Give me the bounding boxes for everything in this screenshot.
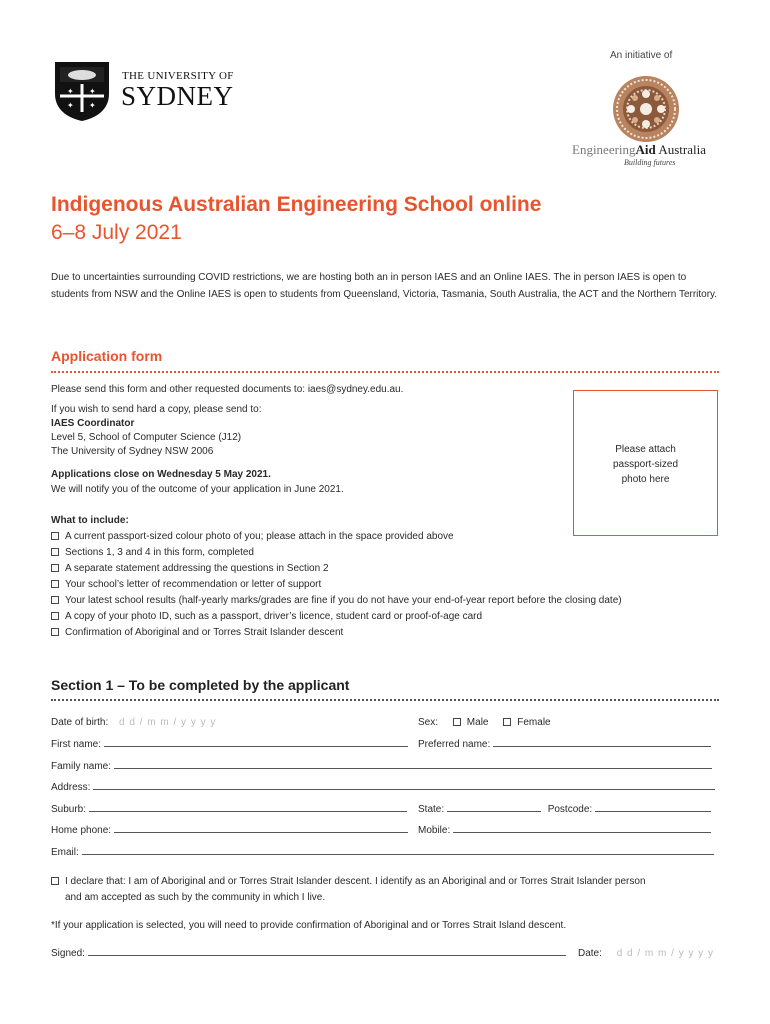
university-name-line1: THE UNIVERSITY OF <box>122 70 234 82</box>
suburb-field[interactable] <box>89 803 407 812</box>
partner-name-part3: Australia <box>655 142 706 157</box>
address-line-2: The University of Sydney NSW 2006 <box>51 446 214 457</box>
first-name-label: First name: <box>51 739 102 750</box>
dot-painting-emblem-icon <box>611 74 681 144</box>
home-phone-row <box>51 823 408 839</box>
suburb-row <box>51 802 407 818</box>
sign-date-label: Date: <box>578 948 602 959</box>
list-item[interactable]: Your school’s letter of recommendation or letter of support <box>51 577 622 593</box>
photo-box-line-1: Please attach <box>615 444 676 455</box>
email-label: Email: <box>51 847 79 858</box>
intro-paragraph: Due to uncertainties surrounding COVID restrictions, we are hosting both an in person IAES and an Online IAES. The in person IAES is open to students from NSW and the Online IAES is open to students from Queensland, Victoria, Tasmania, South Australia, the ACT and the Northern Territory. <box>51 272 718 300</box>
closing-date: Applications close on Wednesday 5 May 2021. <box>51 469 271 480</box>
confirmation-note: *If your application is selected, you will need to provide confirmation of Aboriginal and or Torres Strait Island descent. <box>51 920 567 931</box>
checkbox[interactable] <box>51 548 59 556</box>
home-phone-field[interactable] <box>114 824 408 833</box>
page-subtitle-dates: 6–8 July 2021 <box>51 221 182 244</box>
state-field[interactable] <box>447 803 541 812</box>
postcode-field[interactable] <box>595 803 711 812</box>
partner-tagline: Building futures <box>624 158 676 167</box>
declaration-line-2: and am accepted as such by the community in which I live. <box>65 892 326 903</box>
section1-divider <box>51 699 719 701</box>
state-row <box>418 802 711 818</box>
mobile-row <box>418 823 711 839</box>
email-row <box>51 845 714 861</box>
family-name-row <box>51 759 712 775</box>
list-item[interactable]: Your latest school results (half-yearly marks/grades are fine if you do not have your end-of-year report before the closing date) <box>51 593 622 609</box>
coordinator-label: IAES Coordinator <box>51 418 135 429</box>
list-item[interactable]: Confirmation of Aboriginal and or Torres Strait Islander descent <box>51 625 622 641</box>
address-row <box>51 780 715 796</box>
engineering-aid-logo <box>572 72 732 172</box>
include-checklist <box>51 529 622 641</box>
svg-text:✦: ✦ <box>89 101 96 110</box>
checkbox[interactable] <box>51 564 59 572</box>
mobile-field[interactable] <box>453 824 711 833</box>
checkbox[interactable] <box>51 532 59 540</box>
preferred-name-field[interactable] <box>493 738 711 747</box>
male-checkbox[interactable] <box>453 718 461 726</box>
state-label: State: <box>418 804 445 815</box>
signed-row <box>51 946 566 962</box>
declaration-checkbox[interactable] <box>51 877 59 885</box>
sex-row <box>418 715 551 731</box>
suburb-label: Suburb: <box>51 804 87 815</box>
checkbox[interactable] <box>51 580 59 588</box>
declaration <box>51 874 731 906</box>
signed-label: Signed: <box>51 948 85 959</box>
list-item[interactable]: A current passport-sized colour photo of you; please attach in the space provided above <box>51 529 622 545</box>
preferred-name-label: Preferred name: <box>418 739 491 750</box>
photo-box-line-2: passport-sized <box>612 459 679 470</box>
sex-label: Sex: <box>418 717 439 728</box>
male-label: Male <box>466 717 489 728</box>
checkbox[interactable] <box>51 612 59 620</box>
first-name-row <box>51 737 408 753</box>
sign-date-row <box>578 946 714 962</box>
svg-text:✦: ✦ <box>67 101 74 110</box>
family-name-field[interactable] <box>114 760 712 769</box>
email-field[interactable] <box>82 846 714 855</box>
family-name-label: Family name: <box>51 761 112 772</box>
university-crest-icon <box>52 60 112 122</box>
postcode-label: Postcode: <box>547 804 593 815</box>
signature-field[interactable] <box>88 947 566 956</box>
dob-input[interactable]: d d / m m / y y y y <box>119 717 217 728</box>
preferred-name-row <box>418 737 711 753</box>
first-name-field[interactable] <box>104 738 408 747</box>
checkbox[interactable] <box>51 628 59 636</box>
photo-box-line-3: photo here <box>621 474 670 485</box>
list-item[interactable]: Sections 1, 3 and 4 in this form, completed <box>51 545 622 561</box>
address-line-1: Level 5, School of Computer Science (J12) <box>51 432 242 443</box>
svg-text:✦: ✦ <box>89 87 96 96</box>
list-item[interactable]: A separate statement addressing the questions in Section 2 <box>51 561 622 577</box>
send-instruction: Please send this form and other requested documents to: iaes@sydney.edu.au. <box>51 384 404 395</box>
photo-attach-box[interactable] <box>573 390 718 536</box>
address-field[interactable] <box>93 781 715 790</box>
address-label: Address: <box>51 782 91 793</box>
list-item[interactable]: A copy of your photo ID, such as a passport, driver’s licence, student card or proof-of-age card <box>51 609 622 625</box>
checkbox[interactable] <box>51 596 59 604</box>
application-heading: Application form <box>51 348 163 364</box>
declaration-line-1: I declare that: I am of Aboriginal and or Torres Strait Islander descent. I identify as an Aboriginal and or Torres Strait Islander person <box>65 876 646 887</box>
sign-date-input[interactable]: d d / m m / y y y y <box>616 948 715 959</box>
university-name-line2: SYDNEY <box>121 81 234 111</box>
page-title: Indigenous Australian Engineering School online <box>51 193 542 216</box>
home-phone-label: Home phone: <box>51 825 112 836</box>
female-label: Female <box>517 717 551 728</box>
application-divider <box>51 371 719 373</box>
dob-row <box>51 715 719 731</box>
partner-name <box>572 142 706 158</box>
mobile-label: Mobile: <box>418 825 451 836</box>
initiative-label: An initiative of <box>610 50 673 61</box>
section1-heading: Section 1 – To be completed by the applicant <box>51 677 350 693</box>
svg-text:✦: ✦ <box>67 87 74 96</box>
partner-name-part1: Engineering <box>572 142 636 157</box>
dob-label: Date of birth: <box>51 717 109 728</box>
include-heading: What to include: <box>51 515 129 526</box>
notification-note: We will notify you of the outcome of your application in June 2021. <box>51 484 344 495</box>
hardcopy-instruction: If you wish to send hard a copy, please send to: <box>51 404 262 415</box>
university-logo <box>52 60 242 122</box>
partner-name-part2: Aid <box>635 142 656 157</box>
female-checkbox[interactable] <box>503 718 511 726</box>
